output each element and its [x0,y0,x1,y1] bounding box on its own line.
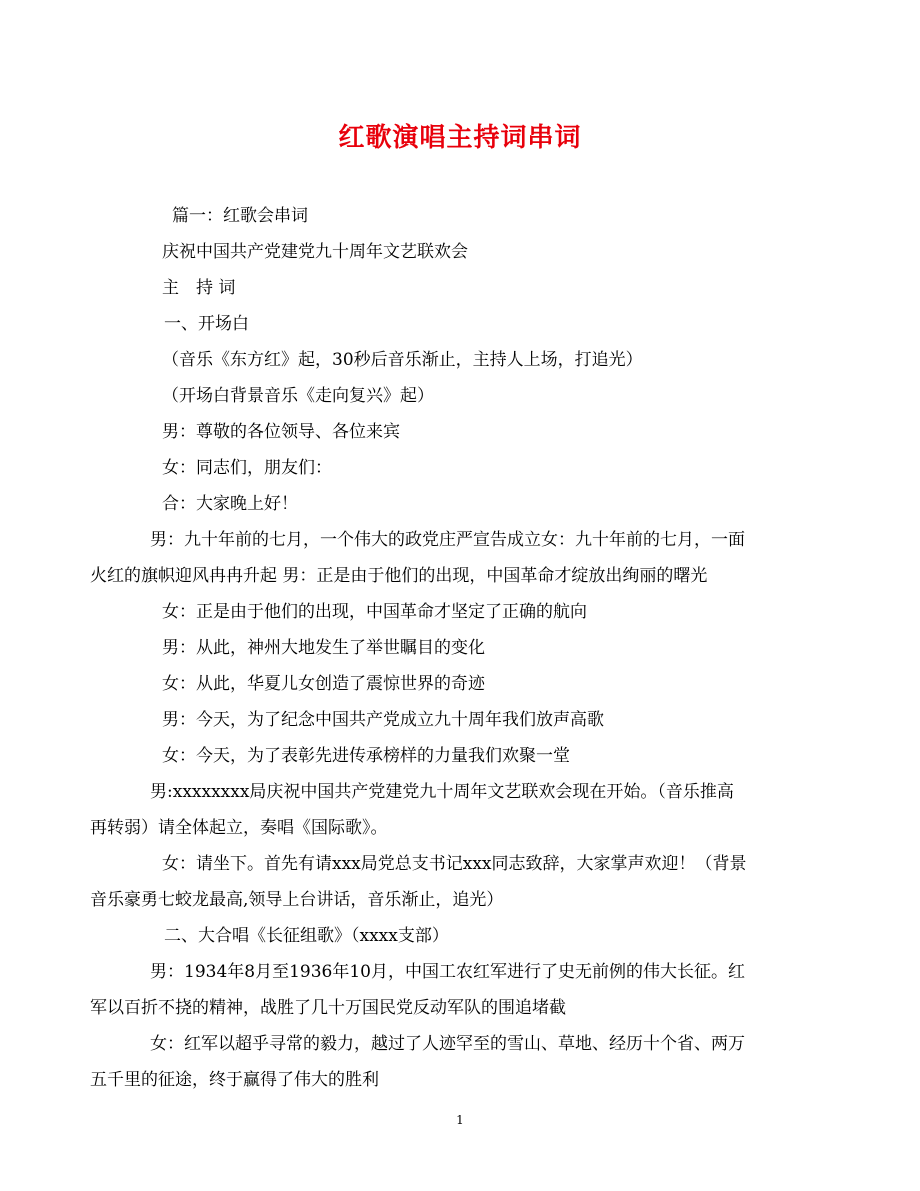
text-line: 一、开场白 [164,314,249,334]
text-line: 合：大家晚上好！ [162,494,298,514]
text-line: 军以百折不挠的精神，战胜了几十万国民党反动军队的围追堵截 [90,998,566,1018]
text-line: 再转弱）请全体起立，奏唱《国际歌》。 [90,818,388,838]
document-title: 红歌演唱主持词串词 [338,123,582,153]
text-line: 女：从此，华夏儿女创造了震惊世界的奇迹 [162,674,485,694]
page-number: 1 [456,1113,464,1127]
text-line: （开场白背景音乐《走向复兴》起） [162,386,434,406]
text-line: 女：今天，为了表彰先进传承榜样的力量我们欢聚一堂 [162,746,570,766]
text-line: 篇一：红歌会串词 [172,206,308,226]
text-line: 音乐豪勇七蛟龙最高,领导上台讲话，音乐渐止，追光） [90,890,504,910]
text-line: 男：尊敬的各位领导、各位来宾 [162,422,400,442]
text-line: 主 持 词 [162,278,236,298]
text-line: 男：九十年前的七月，一个伟大的政党庄严宣告成立女：九十年前的七月，一面 [150,530,745,550]
document-body [90,198,795,1098]
text-line: 女：同志们，朋友们： [162,458,332,478]
text-line: （音乐《东方红》起，30秒后音乐渐止，主持人上场，打追光） [162,350,643,370]
text-line: 男：1934年8月至1936年10月，中国工农红军进行了史无前例的伟大长征。红 [150,962,745,982]
text-line: 女：请坐下。首先有请xxx局党总支书记xxx同志致辞，大家掌声欢迎！（背景 [162,854,747,874]
text-line: 二、大合唱《长征组歌》（xxxx支部） [164,926,449,946]
text-line: 男：今天，为了纪念中国共产党成立九十周年我们放声高歌 [162,710,604,730]
text-line: 女：红军以超乎寻常的毅力，越过了人迹罕至的雪山、草地、经历十个省、两万 [150,1034,745,1054]
text-line: 火红的旗帜迎风冉冉升起 男：正是由于他们的出现，中国革命才绽放出绚丽的曙光 [90,566,708,586]
text-line: 男:xxxxxxxx局庆祝中国共产党建党九十周年文艺联欢会现在开始。（音乐推高 [150,782,734,802]
text-line: 庆祝中国共产党建党九十周年文艺联欢会 [162,242,468,262]
text-line: 五千里的征途，终于赢得了伟大的胜利 [90,1070,379,1090]
text-line: 女：正是由于他们的出现，中国革命才坚定了正确的航向 [162,602,587,622]
text-line: 男：从此，神州大地发生了举世瞩目的变化 [162,638,485,658]
